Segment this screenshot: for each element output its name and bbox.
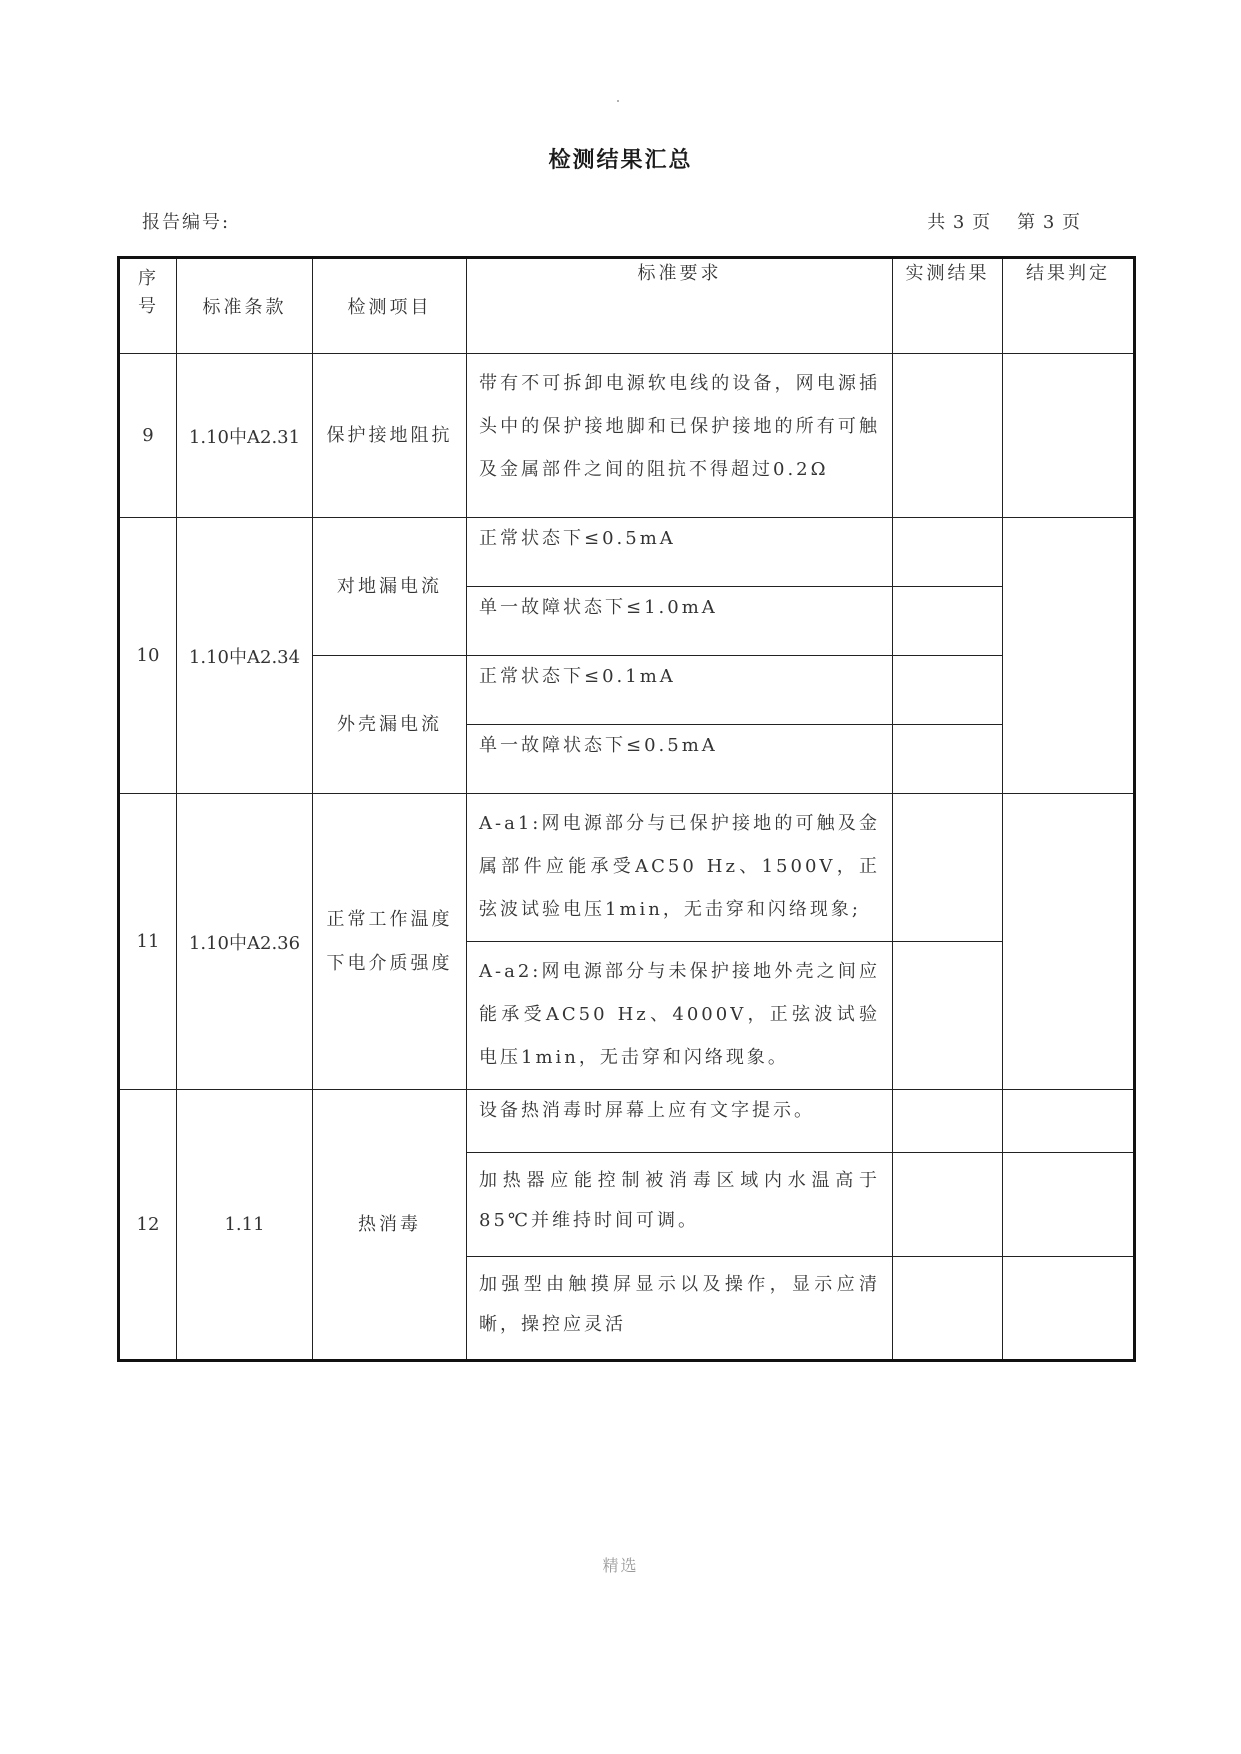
header-measured: 实测结果 (893, 258, 1003, 354)
row10-req-b1: 正常状态下≤0.1mA (467, 656, 893, 725)
row9-requirement: 带有不可拆卸电源软电线的设备，网电源插头中的保护接地脚和已保护接地的所有可触及金属部件之间的阻抗不得超过0.2Ω (467, 354, 893, 518)
current-page: 第 3 页 (1017, 212, 1081, 233)
table-row (119, 794, 1135, 942)
header-seq-text: 序号 (138, 268, 159, 317)
row12-measured2 (893, 1153, 1003, 1257)
row12-req3: 加强型由触摸屏显示以及操作，显示应清晰，操控应灵活 (467, 1257, 893, 1361)
row10-req-b2: 单一故障状态下≤0.5mA (467, 725, 893, 794)
row12-clause: 1.11 (177, 1090, 313, 1361)
row11-seq: 11 (119, 794, 177, 1090)
row11-measured1 (893, 794, 1003, 942)
row11-measured2 (893, 942, 1003, 1090)
header-verdict: 结果判定 (1003, 258, 1135, 354)
page-counter (927, 208, 1081, 234)
row10-item-enclosure-leakage: 外壳漏电流 (313, 656, 467, 794)
header-seq (119, 258, 177, 354)
page-mark-dot (617, 100, 619, 102)
row11-req2: A-a2:网电源部分与未保护接地外壳之间应能承受AC50 Hz、4000V，正弦波试验电压1min，无击穿和闪络现象。 (467, 942, 893, 1090)
row10-measured-a1 (893, 518, 1003, 587)
row12-measured3 (893, 1257, 1003, 1361)
row12-seq: 12 (119, 1090, 177, 1361)
row12-verdict3 (1003, 1257, 1135, 1361)
header-item: 检测项目 (313, 258, 467, 354)
row10-measured-a2 (893, 587, 1003, 656)
row9-item: 保护接地阻抗 (313, 354, 467, 518)
row12-verdict2 (1003, 1153, 1135, 1257)
row9-seq: 9 (119, 354, 177, 518)
results-table (117, 256, 1136, 1362)
row12-verdict1 (1003, 1090, 1135, 1153)
row11-item: 正常工作温度下电介质强度 (313, 794, 467, 1090)
row9-clause: 1.10中A2.31 (177, 354, 313, 518)
table-row (119, 518, 1135, 587)
row12-item: 热消毒 (313, 1090, 467, 1361)
row10-measured-b1 (893, 656, 1003, 725)
row11-req1: A-a1:网电源部分与已保护接地的可触及金属部件应能承受AC50 Hz、1500V，正弦波试验电压1min，无击穿和闪络现象; (467, 794, 893, 942)
page-footer: 精选 (602, 1556, 639, 1575)
table-header-row (119, 258, 1135, 354)
page-title: 检测结果汇总 (548, 148, 693, 173)
table-row (119, 1090, 1135, 1153)
row10-item-ground-leakage: 对地漏电流 (313, 518, 467, 656)
row10-seq: 10 (119, 518, 177, 794)
row11-clause: 1.10中A2.36 (177, 794, 313, 1090)
row12-measured1 (893, 1090, 1003, 1153)
report-number-label: 报告编号: (142, 212, 231, 233)
row12-req2: 加热器应能控制被消毒区域内水温高于85℃并维持时间可调。 (467, 1153, 893, 1257)
header-requirement: 标准要求 (467, 258, 893, 354)
row11-verdict (1003, 794, 1135, 1090)
header-clause: 标准条款 (177, 258, 313, 354)
total-pages: 共 3 页 (927, 212, 992, 233)
row9-measured (893, 354, 1003, 518)
row10-measured-b2 (893, 725, 1003, 794)
row10-verdict (1003, 518, 1135, 794)
row12-req1: 设备热消毒时屏幕上应有文字提示。 (467, 1090, 893, 1153)
row9-verdict (1003, 354, 1135, 518)
row10-clause: 1.10中A2.34 (177, 518, 313, 794)
row10-req-a2: 单一故障状态下≤1.0mA (467, 587, 893, 656)
table-row (119, 354, 1135, 518)
row10-req-a1: 正常状态下≤0.5mA (467, 518, 893, 587)
